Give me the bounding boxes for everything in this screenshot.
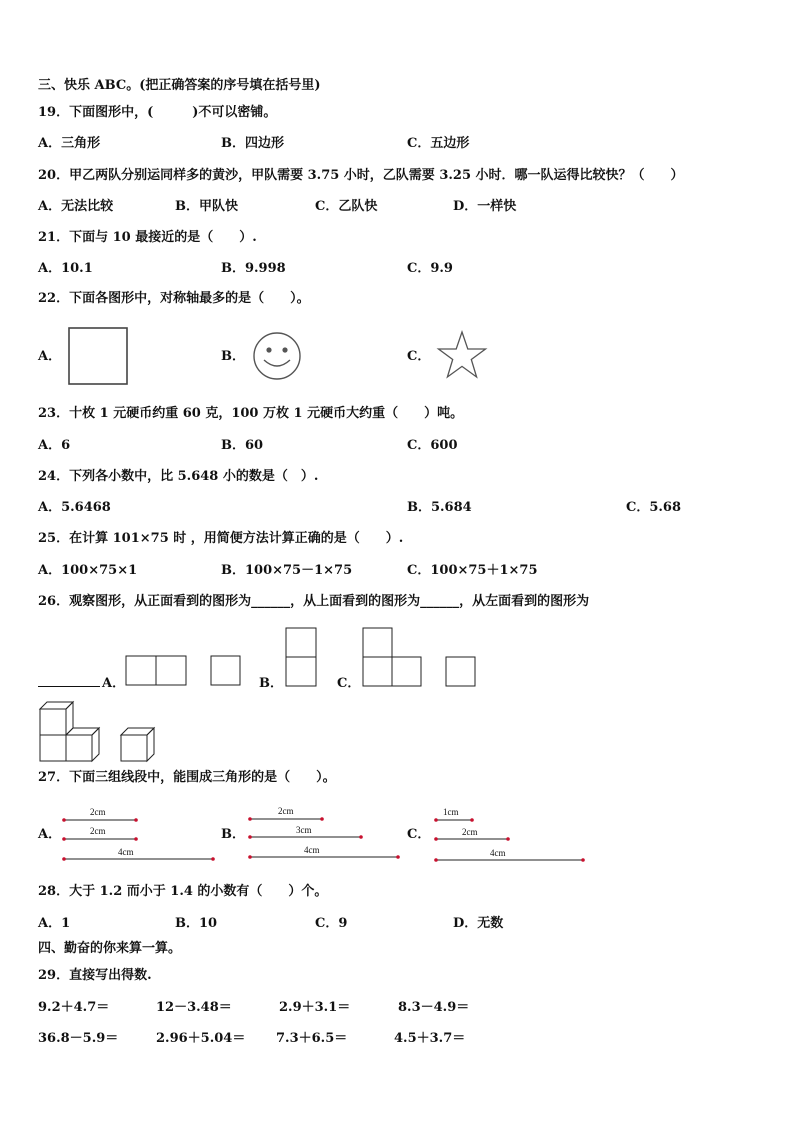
segment-label: 2cm: [462, 827, 478, 837]
question-19-option-c[interactable]: C．五边形: [407, 136, 470, 151]
question-20-option-d[interactable]: D．一样快: [453, 199, 517, 214]
option-a-segments-figure: [60, 806, 220, 864]
calc-item: 8.3－4.9＝: [398, 1000, 470, 1015]
question-27-option-b[interactable]: B．: [221, 827, 245, 842]
question-24-option-a[interactable]: A．5.6468: [38, 500, 111, 515]
star-icon: [436, 330, 488, 382]
option-c-views-figure: [362, 627, 478, 687]
segment-label: 2cm: [278, 806, 294, 816]
calc-item: 36.8－5.9＝: [38, 1031, 119, 1046]
question-23-option-c[interactable]: C．600: [407, 438, 458, 453]
segment-label: 4cm: [490, 848, 506, 858]
segment-label: 3cm: [296, 825, 312, 835]
question-19-stem: 19．下面图形中，( )不可以密铺。: [38, 105, 277, 120]
question-27-option-c[interactable]: C．: [407, 827, 431, 842]
question-22-stem: 22．下面各图形中，对称轴最多的是（ ）。: [38, 291, 310, 306]
question-22-option-b[interactable]: B．: [221, 349, 245, 364]
question-21-option-a[interactable]: A．10.1: [38, 261, 93, 276]
question-23-option-b[interactable]: B．60: [221, 438, 264, 453]
question-25-option-c[interactable]: C．100×75＋1×75: [407, 563, 538, 578]
question-20-option-b[interactable]: B．甲队快: [175, 199, 238, 214]
option-a-views-figure: [125, 655, 243, 687]
question-21-option-c[interactable]: C．9.9: [407, 261, 453, 276]
question-20-option-a[interactable]: A．无法比较: [38, 199, 114, 214]
question-26-answer-blank[interactable]: [38, 674, 100, 687]
question-26-option-a[interactable]: A．: [102, 676, 126, 691]
question-19-option-a[interactable]: A．三角形: [38, 136, 101, 151]
question-25-option-a[interactable]: A．100×75×1: [38, 563, 138, 578]
section-4-title: 四、勤奋的你来算一算。: [38, 941, 182, 956]
question-29-stem: 29．直接写出得数.: [38, 968, 152, 983]
segment-label: 4cm: [118, 847, 134, 857]
segment-label: 4cm: [304, 845, 320, 855]
segment-label: 1cm: [443, 807, 459, 817]
question-24-option-c[interactable]: C．5.68: [626, 500, 682, 515]
cube-stack-figure: [38, 700, 158, 764]
calc-item: 2.9＋3.1＝: [279, 1000, 351, 1015]
question-19-option-b[interactable]: B．四边形: [221, 136, 284, 151]
square-icon: [66, 326, 130, 386]
question-22-option-c[interactable]: C．: [407, 349, 431, 364]
question-25-stem: 25．在计算 101×75 时 ，用简便方法计算正确的是（ ）.: [38, 531, 404, 546]
calc-item: 9.2＋4.7＝: [38, 1000, 110, 1015]
calc-item: 12－3.48＝: [156, 1000, 232, 1015]
segment-label: 2cm: [90, 826, 106, 836]
question-24-option-b[interactable]: B．5.684: [407, 500, 472, 515]
question-21-stem: 21．下面与 10 最接近的是（ ）.: [38, 230, 257, 245]
section-3-title: 三、快乐 ABC。(把正确答案的序号填在括号里): [38, 78, 321, 93]
question-21-option-b[interactable]: B．9.998: [221, 261, 286, 276]
question-28-option-a[interactable]: A．1: [38, 916, 71, 931]
question-22-option-a[interactable]: A．: [38, 349, 62, 364]
question-26-option-c[interactable]: C．: [337, 676, 361, 691]
option-b-views-figure: [285, 627, 318, 687]
question-26-stem: 26．观察图形，从正面看到的图形为______，从上面看到的图形为______，从左面看到的图形为: [38, 594, 590, 609]
smiley-face-icon: [251, 331, 303, 381]
question-20-option-c[interactable]: C．乙队快: [315, 199, 378, 214]
question-28-stem: 28．大于 1.2 而小于 1.4 的小数有（ ）个。: [38, 884, 328, 899]
question-26-option-b[interactable]: B．: [259, 676, 283, 691]
question-28-option-d[interactable]: D．无数: [453, 916, 504, 931]
option-c-segments-figure: [432, 806, 592, 864]
question-25-option-b[interactable]: B．100×75－1×75: [221, 563, 353, 578]
option-b-segments-figure: [246, 805, 406, 863]
question-20-stem: 20．甲乙两队分别运同样多的黄沙，甲队需要 3.75 小时，乙队需要 3.25 小时．哪一队运得比较快？（ ）: [38, 168, 684, 183]
question-27-option-a[interactable]: A．: [38, 827, 62, 842]
calc-item: 7.3＋6.5＝: [276, 1031, 348, 1046]
question-28-option-b[interactable]: B．10: [175, 916, 218, 931]
question-23-option-a[interactable]: A．6: [38, 438, 71, 453]
segment-label: 2cm: [90, 807, 106, 817]
question-23-stem: 23．十枚 1 元硬币约重 60 克，100 万枚 1 元硬币大约重（ ）吨。: [38, 406, 464, 421]
question-24-stem: 24．下列各小数中，比 5.648 小的数是（ ）.: [38, 469, 319, 484]
question-27-stem: 27．下面三组线段中，能围成三角形的是（ ）。: [38, 770, 336, 785]
calc-item: 4.5＋3.7＝: [394, 1031, 466, 1046]
calc-item: 2.96＋5.04＝: [156, 1031, 246, 1046]
question-28-option-c[interactable]: C．9: [315, 916, 348, 931]
